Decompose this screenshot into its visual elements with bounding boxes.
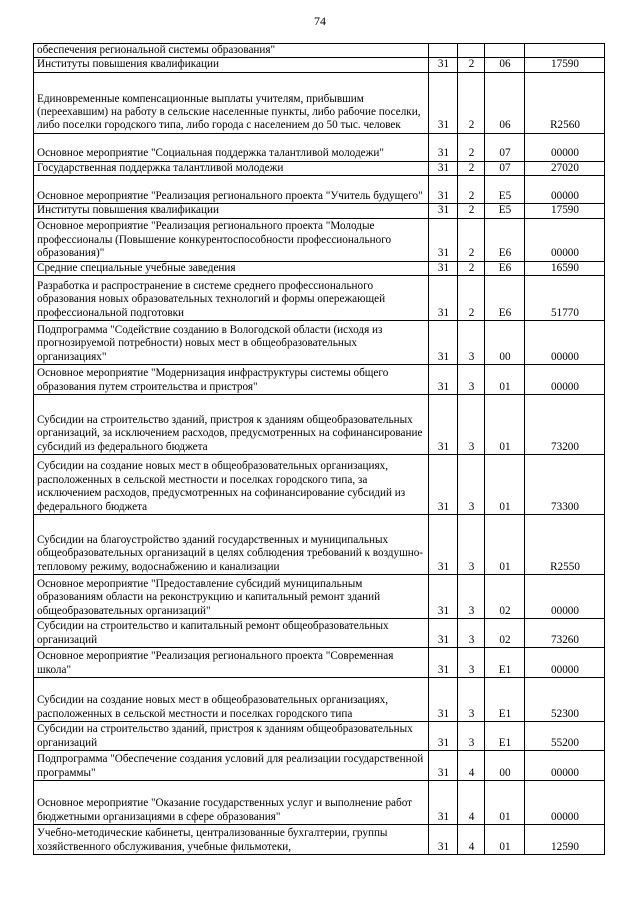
direction-code-cell (525, 44, 605, 58)
item-name-cell: Институты повышения квалификации (34, 204, 429, 218)
item-name-cell: Субсидии на благоустройство зданий государственных и муниципальных общеобразовательных организаций в целях соблюдения требований к воздушно-тепловому режиму, водоснабжению и канализации (34, 515, 429, 575)
subprogram-code-cell: 2 (458, 161, 485, 175)
event-code-cell: 01 (485, 825, 525, 855)
event-code-cell: 00 (485, 321, 525, 365)
subprogram-code-cell: 3 (458, 455, 485, 515)
program-code-cell: 31 (429, 395, 458, 455)
item-name-cell: Подпрограмма "Обеспечение создания условий для реализации государственной программы" (34, 751, 429, 781)
program-code-cell: 31 (429, 678, 458, 722)
direction-code-cell: 73260 (525, 619, 605, 648)
direction-code-cell: 00000 (525, 365, 605, 395)
table-row (34, 751, 605, 781)
table-row (34, 395, 605, 455)
event-code-cell: 01 (485, 365, 525, 395)
program-code-cell: 31 (429, 781, 458, 825)
subprogram-code-cell: 2 (458, 261, 485, 275)
subprogram-code-cell: 3 (458, 365, 485, 395)
item-name-cell: Основное мероприятие "Реализация регионального проекта "Учитель будущего" (34, 176, 429, 204)
program-code-cell: 31 (429, 261, 458, 275)
table-body (34, 44, 605, 855)
direction-code-cell: 51770 (525, 276, 605, 321)
direction-code-cell: 00000 (525, 781, 605, 825)
subprogram-code-cell: 3 (458, 575, 485, 619)
table-row (34, 365, 605, 395)
program-code-cell: 31 (429, 58, 458, 72)
direction-code-cell: 17590 (525, 58, 605, 72)
direction-code-cell: 73200 (525, 395, 605, 455)
event-code-cell: E6 (485, 261, 525, 275)
event-code-cell: 06 (485, 72, 525, 133)
direction-code-cell: 16590 (525, 261, 605, 275)
direction-code-cell: 00000 (525, 648, 605, 678)
direction-code-cell: 00000 (525, 575, 605, 619)
table-row (34, 678, 605, 722)
event-code-cell: E6 (485, 218, 525, 261)
table-row (34, 781, 605, 825)
program-code-cell: 31 (429, 365, 458, 395)
item-name-cell: Средние специальные учебные заведения (34, 261, 429, 275)
table-row (34, 276, 605, 321)
subprogram-code-cell: 3 (458, 722, 485, 751)
program-code-cell: 31 (429, 161, 458, 175)
subprogram-code-cell: 2 (458, 133, 485, 161)
table-row (34, 515, 605, 575)
subprogram-code-cell: 2 (458, 276, 485, 321)
item-name-cell: Основное мероприятие "Реализация регионального проекта "Современная школа" (34, 648, 429, 678)
table-row (34, 321, 605, 365)
subprogram-code-cell: 2 (458, 176, 485, 204)
table-row (34, 261, 605, 275)
table-row (34, 722, 605, 751)
item-name-cell: Субсидии на строительство и капитальный ремонт общеобразовательных организаций (34, 619, 429, 648)
event-code-cell: 01 (485, 395, 525, 455)
direction-code-cell: 17590 (525, 204, 605, 218)
subprogram-code-cell: 3 (458, 648, 485, 678)
direction-code-cell: R2550 (525, 515, 605, 575)
subprogram-code-cell: 4 (458, 751, 485, 781)
program-code-cell: 31 (429, 648, 458, 678)
table-row (34, 825, 605, 855)
item-name-cell: Основное мероприятие "Социальная поддержка талантливой молодежи" (34, 133, 429, 161)
item-name-cell: Основное мероприятие "Реализация регионального проекта "Молодые профессионалы (Повышение конкурентоспособности профессионального образования)" (34, 218, 429, 261)
table-row (34, 575, 605, 619)
page-number: 74 (314, 14, 326, 28)
direction-code-cell: 73300 (525, 455, 605, 515)
event-code-cell: 00 (485, 751, 525, 781)
subprogram-code-cell: 2 (458, 204, 485, 218)
program-code-cell: 31 (429, 133, 458, 161)
program-code-cell: 31 (429, 276, 458, 321)
program-code-cell: 31 (429, 722, 458, 751)
direction-code-cell: 00000 (525, 751, 605, 781)
table-row (34, 44, 605, 58)
subprogram-code-cell: 3 (458, 678, 485, 722)
program-code-cell: 31 (429, 751, 458, 781)
item-name-cell: Субсидии на строительство зданий, пристроя к зданиям общеобразовательных организаций, за исключением расходов, предусмотренных на софинансирование субсидий из федерального бюджета (34, 395, 429, 455)
program-code-cell: 31 (429, 176, 458, 204)
subprogram-code-cell: 3 (458, 619, 485, 648)
item-name-cell: Основное мероприятие "Предоставление субсидий муниципальным образованиям области на реконструкцию и капитальный ремонт зданий общеобразовательных организаций" (34, 575, 429, 619)
event-code-cell: E1 (485, 678, 525, 722)
event-code-cell: 01 (485, 515, 525, 575)
subprogram-code-cell (458, 44, 485, 58)
subprogram-code-cell: 2 (458, 72, 485, 133)
item-name-cell: Институты повышения квалификации (34, 58, 429, 72)
item-name-cell: Субсидии на создание новых мест в общеобразовательных организациях, расположенных в сельской местности и поселках городского типа, за исключением расходов, предусмотренных на софинансирование субсидий из федерального бюджета (34, 455, 429, 515)
event-code-cell: E5 (485, 204, 525, 218)
table-row (34, 204, 605, 218)
program-code-cell (429, 44, 458, 58)
item-name-cell: Государственная поддержка талантливой молодежи (34, 161, 429, 175)
table-row (34, 58, 605, 72)
item-name-cell: Основное мероприятие "Оказание государственных услуг и выполнение работ бюджетными организациями в сфере образования" (34, 781, 429, 825)
event-code-cell: E5 (485, 176, 525, 204)
table-row (34, 455, 605, 515)
event-code-cell: 01 (485, 455, 525, 515)
event-code-cell: 06 (485, 58, 525, 72)
subprogram-code-cell: 2 (458, 218, 485, 261)
event-code-cell (485, 44, 525, 58)
subprogram-code-cell: 4 (458, 825, 485, 855)
event-code-cell: 07 (485, 133, 525, 161)
direction-code-cell: 00000 (525, 133, 605, 161)
budget-classification-table (33, 43, 605, 855)
event-code-cell: 02 (485, 575, 525, 619)
item-name-cell: Учебно-методические кабинеты, централизованные бухгалтерии, группы хозяйственного обслуживания, учебные фильмотеки, (34, 825, 429, 855)
direction-code-cell: 00000 (525, 176, 605, 204)
table-row (34, 133, 605, 161)
event-code-cell: E1 (485, 722, 525, 751)
table-row (34, 648, 605, 678)
table-row (34, 218, 605, 261)
subprogram-code-cell: 2 (458, 58, 485, 72)
direction-code-cell: 12590 (525, 825, 605, 855)
event-code-cell: E1 (485, 648, 525, 678)
event-code-cell: 07 (485, 161, 525, 175)
program-code-cell: 31 (429, 825, 458, 855)
item-name-cell: Основное мероприятие "Модернизация инфраструктуры системы общего образования путем строительства и пристроя" (34, 365, 429, 395)
event-code-cell: 01 (485, 781, 525, 825)
subprogram-code-cell: 3 (458, 321, 485, 365)
item-name-cell: обеспечения региональной системы образования" (34, 44, 429, 58)
program-code-cell: 31 (429, 204, 458, 218)
program-code-cell: 31 (429, 218, 458, 261)
direction-code-cell: 00000 (525, 321, 605, 365)
direction-code-cell: R2560 (525, 72, 605, 133)
program-code-cell: 31 (429, 515, 458, 575)
table-row (34, 176, 605, 204)
item-name-cell: Подпрограмма "Содействие созданию в Вологодской области (исходя из прогнозируемой потребности) новых мест в общеобразовательных организациях" (34, 321, 429, 365)
event-code-cell: E6 (485, 276, 525, 321)
program-code-cell: 31 (429, 72, 458, 133)
program-code-cell: 31 (429, 619, 458, 648)
direction-code-cell: 52300 (525, 678, 605, 722)
item-name-cell: Субсидии на строительство зданий, пристроя к зданиям общеобразовательных организаций (34, 722, 429, 751)
subprogram-code-cell: 4 (458, 781, 485, 825)
subprogram-code-cell: 3 (458, 515, 485, 575)
item-name-cell: Субсидии на создание новых мест в общеобразовательных организациях, расположенных в сельской местности и поселках городского типа (34, 678, 429, 722)
direction-code-cell: 00000 (525, 218, 605, 261)
table-row (34, 619, 605, 648)
item-name-cell: Единовременные компенсационные выплаты учителям, прибывшим (переехавшим) на работу в сельские населенные пункты, либо рабочие поселки, либо поселки городского типа, либо города с населением до 50 тыс. человек (34, 72, 429, 133)
subprogram-code-cell: 3 (458, 395, 485, 455)
event-code-cell: 02 (485, 619, 525, 648)
program-code-cell: 31 (429, 455, 458, 515)
direction-code-cell: 27020 (525, 161, 605, 175)
direction-code-cell: 55200 (525, 722, 605, 751)
table-row (34, 72, 605, 133)
table-row (34, 161, 605, 175)
program-code-cell: 31 (429, 321, 458, 365)
item-name-cell: Разработка и распространение в системе среднего профессионального образования новых образовательных технологий и формы опережающей профессиональной подготовки (34, 276, 429, 321)
program-code-cell: 31 (429, 575, 458, 619)
